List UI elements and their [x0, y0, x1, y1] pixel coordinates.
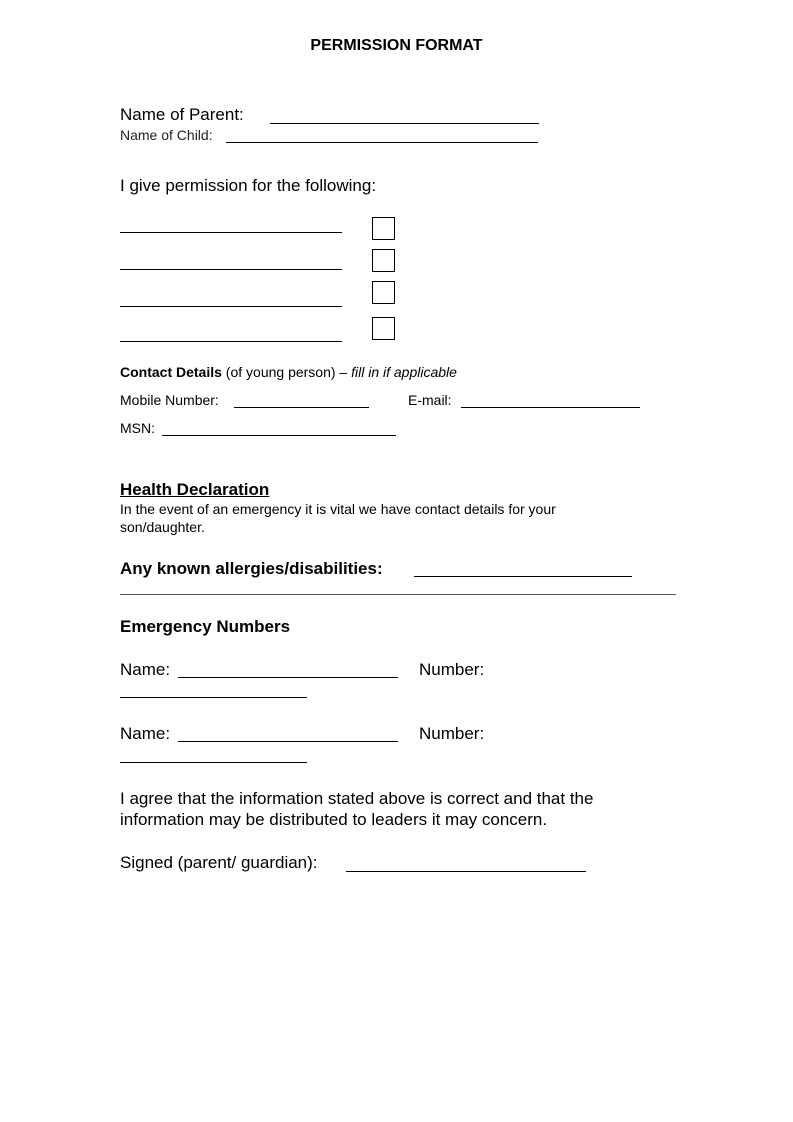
section-divider — [120, 594, 676, 595]
agreement-line-2: information may be distributed to leaders it may concern. — [120, 810, 548, 829]
permission-item-1-checkbox[interactable] — [372, 217, 395, 240]
health-text-line-2: son/daughter. — [120, 519, 205, 535]
emergency-2-number-field[interactable] — [120, 762, 307, 763]
emergency-1-number-label: Number: — [419, 660, 485, 679]
parent-name-field[interactable] — [270, 123, 539, 124]
signature-field[interactable] — [346, 871, 586, 872]
agreement-line-1: I agree that the information stated above is correct and that the — [120, 789, 594, 808]
permission-item-2-field[interactable] — [120, 269, 342, 270]
permission-item-4-checkbox[interactable] — [372, 317, 395, 340]
permission-item-3-field[interactable] — [120, 306, 342, 307]
allergies-field[interactable] — [414, 576, 632, 577]
msn-field[interactable] — [162, 435, 396, 436]
permission-heading: I give permission for the following: — [120, 176, 377, 195]
signed-label: Signed (parent/ guardian): — [120, 853, 318, 872]
mobile-field[interactable] — [234, 407, 369, 408]
emergency-1-name-field[interactable] — [178, 677, 398, 678]
email-field[interactable] — [461, 407, 640, 408]
page-title: PERMISSION FORMAT — [310, 37, 483, 54]
emergency-2-name-label: Name: — [120, 724, 171, 743]
emergency-1-number-field[interactable] — [120, 697, 307, 698]
emergency-2-name-field[interactable] — [178, 741, 398, 742]
permission-item-4-field[interactable] — [120, 341, 342, 342]
contact-details-heading — [120, 364, 457, 380]
health-text-line-1: In the event of an emergency it is vital we have contact details for your — [120, 501, 556, 517]
email-label: E-mail: — [408, 392, 452, 408]
mobile-label: Mobile Number: — [120, 392, 219, 408]
contact-heading-italic: fill in if applicable — [351, 364, 457, 380]
contact-heading-normal: (of young person) – — [221, 364, 352, 380]
emergency-2-number-label: Number: — [419, 724, 485, 743]
permission-item-2-checkbox[interactable] — [372, 249, 395, 272]
emergency-numbers-heading: Emergency Numbers — [120, 617, 291, 636]
msn-label: MSN: — [120, 420, 155, 436]
contact-heading-bold: Contact Details — [120, 364, 222, 380]
emergency-1-name-label: Name: — [120, 660, 171, 679]
permission-item-1-field[interactable] — [120, 232, 342, 233]
permission-item-3-checkbox[interactable] — [372, 281, 395, 304]
health-declaration-heading: Health Declaration — [120, 480, 270, 499]
child-name-label: Name of Child: — [120, 127, 213, 143]
allergies-label: Any known allergies/disabilities: — [120, 559, 383, 578]
parent-name-label: Name of Parent: — [120, 105, 244, 124]
child-name-field[interactable] — [226, 142, 538, 143]
